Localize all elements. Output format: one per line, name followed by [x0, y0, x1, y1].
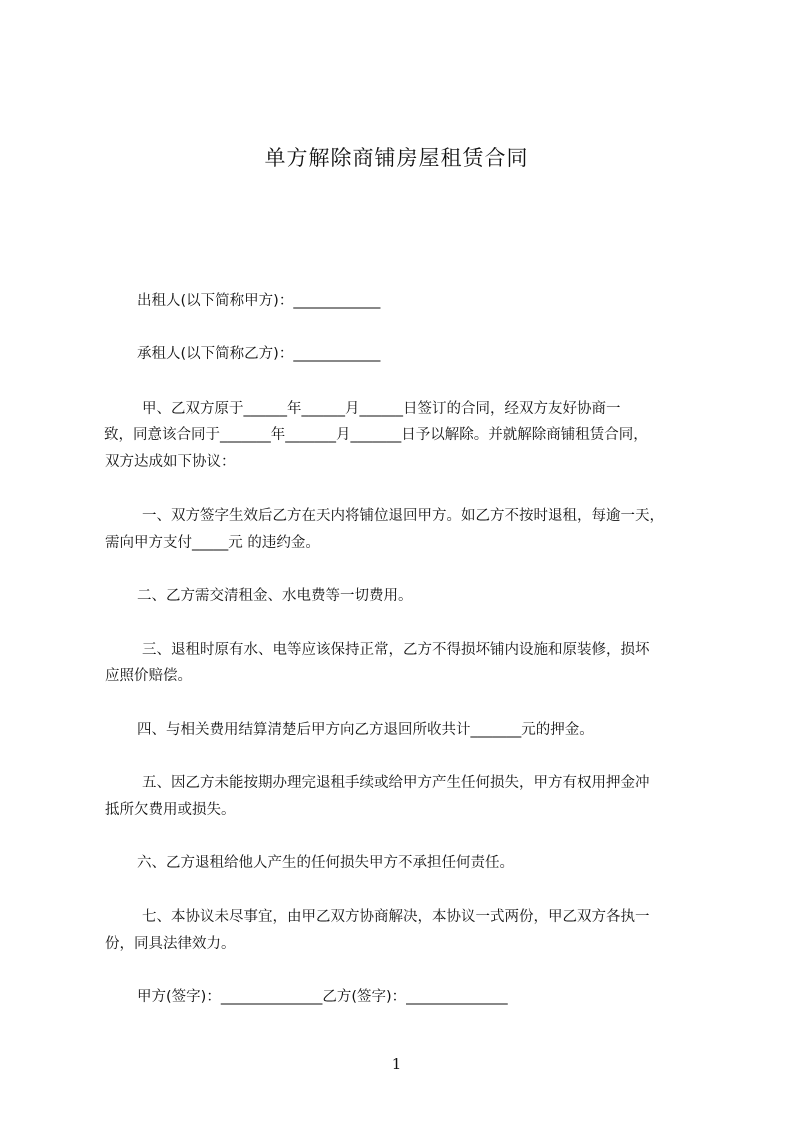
clause-3-line-1: 三、退租时原有水、电等应该保持正常，乙方不得损坏铺内设施和原装修，损坏 — [142, 642, 650, 658]
intro-line-3: 双方达成如下协议： — [105, 454, 236, 470]
clause-1-line-1: 一、双方签字生效后乙方在天内将铺位退回甲方。如乙方不按时退租，每逾一天， — [142, 508, 664, 524]
clause-7-line-2: 份，同具法律效力。 — [105, 936, 236, 952]
intro-line-1: 甲、乙双方原于______年______月______日签订的合同，经双方友好协商一 — [142, 401, 621, 417]
clause-2: 二、乙方需交清租金、水电费等一切费用。 — [137, 588, 413, 604]
clause-4: 四、与相关费用结算清楚后甲方向乙方退回所收共计_______元的押金。 — [137, 722, 594, 738]
clause-1-line-2: 需向甲方支付_____元 的违约金。 — [105, 535, 320, 551]
clause-5-line-2: 抵所欠费用或损失。 — [105, 802, 236, 818]
lessee-line: 承租人(以下简称乙方)：____________ — [137, 346, 381, 362]
clause-3-line-2: 应照价赔偿。 — [105, 668, 192, 684]
clause-7-line-1: 七、本协议未尽事宜，由甲乙双方协商解决，本协议一式两份，甲乙双方各执一 — [142, 909, 650, 925]
intro-line-2: 致，同意该合同于_______年_______月_______日予以解除。并就解除商铺租赁合同， — [104, 427, 648, 443]
lessor-line: 出租人(以下简称甲方)：____________ — [137, 293, 381, 309]
clause-5-line-1: 五、因乙方未能按期办理完退租手续或给甲方产生任何损失，甲方有权用押金冲 — [142, 775, 650, 791]
clause-6: 六、乙方退租给他人产生的任何损失甲方不承担任何责任。 — [137, 855, 514, 871]
signature-line: 甲方(签字)：______________乙方(签字)：______________ — [137, 989, 508, 1005]
page-number: 1 — [391, 1055, 402, 1073]
document-title: 单方解除商铺房屋租赁合同 — [264, 146, 529, 170]
